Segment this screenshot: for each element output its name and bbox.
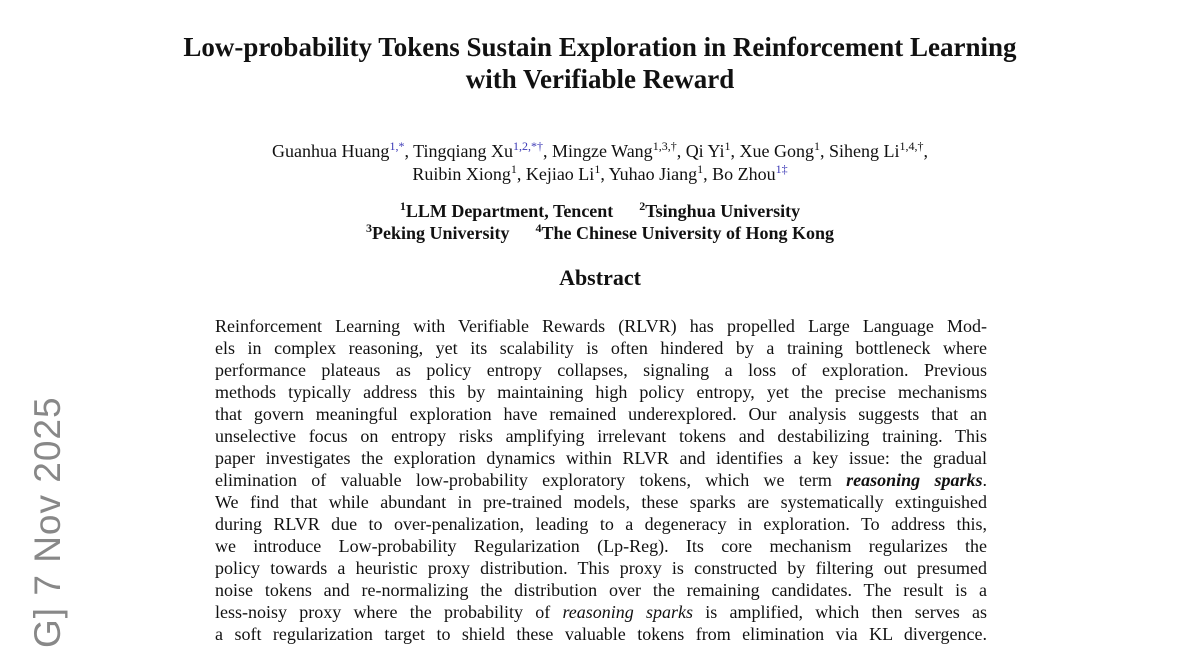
abstract-line: performance plateaus as policy entropy collapses, signaling a loss of exploration. Previous: [215, 360, 987, 380]
author-line-1: Guanhua Huang$^{1,*}$, Tingqiang $Xu^{1,2,*\dagger}$, Mingze Wang$^{1,3,\dagger}$, Qi Yi$^1$, Xue Gong$^1$, Siheng $Li^{1,4,\dagger}$,: [271, 139, 929, 161]
affiliation-marker: 3: [365, 221, 372, 235]
abstract-text: elimination of valuable low-probability exploratory tokens, which we term: [215, 470, 847, 490]
author-line-2: Ruibin Xiong$^1$, Kejiao Li$^1$, Yuhao Jiang$^1$, Bo Zhou$^{1\ddagger}$: [412, 162, 788, 184]
author-list: [0, 140, 1200, 186]
author-affil-marker: 1: [510, 162, 517, 176]
abstract-text: less-noisy proxy where the probability of: [215, 602, 563, 622]
abstract-line: unselective focus on entropy risks amplifying irrelevant tokens and destabilizing training. This: [215, 426, 987, 446]
author-name: Qi Yi: [685, 141, 725, 161]
author-name: Mingze Wang: [551, 141, 653, 161]
affiliation-name: The Chinese University of Hong Kong: [541, 223, 835, 243]
abstract-text: is amplified, which then serves as: [693, 602, 987, 622]
emphasis-term: reasoning sparks: [562, 602, 694, 622]
title-line-1: Low-probability Tokens Sustain Exploration in Reinforcement Learning: [183, 32, 1017, 62]
author-affil-marker[interactable]: 1,*: [389, 139, 405, 153]
author-name: Guanhua Huang: [271, 141, 390, 161]
author-affil-marker: 1: [724, 139, 731, 153]
abstract-line: methods typically address this by maintaining high policy entropy, yet the precise mechanisms: [215, 382, 987, 402]
abstract-line: We find that while abundant in pre-trained models, these sparks are systematically extinguished: [215, 492, 987, 512]
affiliation-name: Peking University: [371, 223, 510, 243]
abstract-line: [215, 469, 987, 491]
abstract-line: that govern meaningful exploration have remained underexplored. Our analysis suggests that an: [215, 404, 987, 424]
author-affil-marker: 1,4,†: [899, 139, 924, 153]
title-line-2: with Verifiable Reward: [465, 64, 735, 94]
abstract-text: .: [982, 470, 988, 490]
author-affil-marker: 1: [594, 162, 601, 176]
abstract-line: noise tokens and re-normalizing the distribution over the remaining candidates. The result is a: [215, 580, 987, 600]
abstract-line: we introduce Low-probability Regularization (Lp-Reg). Its core mechanism regularizes the: [215, 536, 987, 556]
affiliation-marker: 4: [535, 221, 542, 235]
author-affil-marker: 1: [697, 162, 704, 176]
author-affil-marker: 1: [814, 139, 821, 153]
paper-title: [0, 31, 1200, 95]
abstract-heading: Abstract: [559, 265, 641, 290]
abstract-line: Reinforcement Learning with Verifiable Rewards (RLVR) has propelled Large Language Mod-: [215, 316, 987, 336]
abstract-line: policy towards a heuristic proxy distribution. This proxy is constructed by filtering out presumed: [215, 558, 987, 578]
abstract-line: a soft regularization target to shield these valuable tokens from elimination via KL divergence.: [215, 624, 987, 644]
author-name: Bo Zhou: [712, 164, 776, 184]
affiliation-marker: 2: [639, 199, 646, 213]
abstract-line: during RLVR due to over-penalization, leading to a degeneracy in exploration. To address this,: [215, 514, 987, 534]
author-name: Ruibin Xiong: [412, 164, 511, 184]
affiliation-name: Tsinghua University: [645, 201, 801, 221]
affiliation-line-1: [0, 200, 1200, 222]
emphasis-term: reasoning sparks: [846, 470, 983, 490]
abstract-line: els in complex reasoning, yet its scalability is often hindered by a training bottleneck where: [215, 338, 987, 358]
author-name: Kejiao Li: [525, 164, 595, 184]
author-name: Tingqiang Xu: [413, 141, 513, 161]
abstract-line: paper investigates the exploration dynamics within RLVR and identifies a key issue: the gradual: [215, 448, 987, 468]
arxiv-side-stamp: G] 7 Nov 2025: [27, 396, 68, 648]
affiliation-marker: 1: [399, 199, 406, 213]
affiliation-list: [0, 200, 1200, 244]
author-affil-marker[interactable]: 1,2,*†: [512, 139, 543, 153]
author-name: Yuhao Jiang: [608, 164, 698, 184]
author-name: Xue Gong: [739, 141, 815, 161]
abstract-line: [215, 601, 987, 623]
affiliation-name: LLM Department, Tencent: [405, 201, 614, 221]
author-affil-marker: 1,3,†: [652, 139, 677, 153]
abstract-body: [215, 315, 987, 645]
affiliation-line-2: [0, 222, 1200, 244]
author-affil-marker[interactable]: 1‡: [775, 162, 788, 176]
author-name: Siheng Li: [829, 141, 900, 161]
